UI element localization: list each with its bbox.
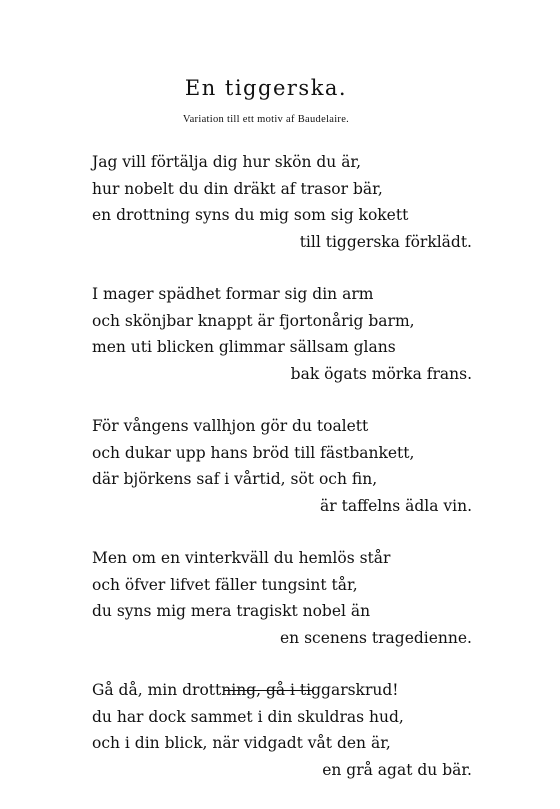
verse-line: I mager spädhet formar sig din arm [92,285,374,303]
stanza [92,413,472,519]
verse-line: Men om en vinterkväll du hemlös står [92,549,391,567]
verse-line: och i din blick, när vidgadt våt den är, [92,734,391,752]
verse-line: och dukar upp hans bröd till fästbankett, [92,443,415,462]
poem-title: En tiggerska. [184,76,348,100]
verse-line: där björkens saf i vårtid, söt och fin, [92,470,378,488]
stanza [92,545,472,651]
poem-subtitle: Variation till ett motiv af Baudelaire. [182,114,350,125]
verse-line: Gå då, min drottning, gå i tiggarskrud! [92,681,399,699]
verse-line: Jag vill förtälja dig hur skön du är, [92,153,362,171]
verse-line: du har dock sammet i din skuldras hud, [92,707,404,726]
verse-line-indented: bak ögats mörka frans. [290,364,472,383]
verse-line: och skönjbar knappt är fjortonårig barm, [92,311,415,330]
verse-line-indented: till tiggerska förklädt. [299,232,472,251]
verse-line-indented: är taffelns ädla vin. [320,496,472,515]
verse-line: hur nobelt du din dräkt af trasor bär, [92,179,383,198]
poem-body [92,149,472,809]
stanza [92,677,472,783]
stanza [92,149,472,255]
verse-line: För vångens vallhjon gör du toalett [92,417,369,435]
stanza [92,281,472,387]
verse-line-indented: en grå agat du bär. [322,760,472,779]
closing-rule [224,690,314,691]
verse-line-indented: en scenens tragedienne. [279,628,472,647]
verse-line: du syns mig mera tragiskt nobel än [92,602,371,620]
verse-line: och öfver lifvet fäller tungsint tår, [92,575,358,594]
verse-line: en drottning syns du mig som sig kokett [92,206,409,224]
verse-line: men uti blicken glimmar sällsam glans [92,338,396,356]
